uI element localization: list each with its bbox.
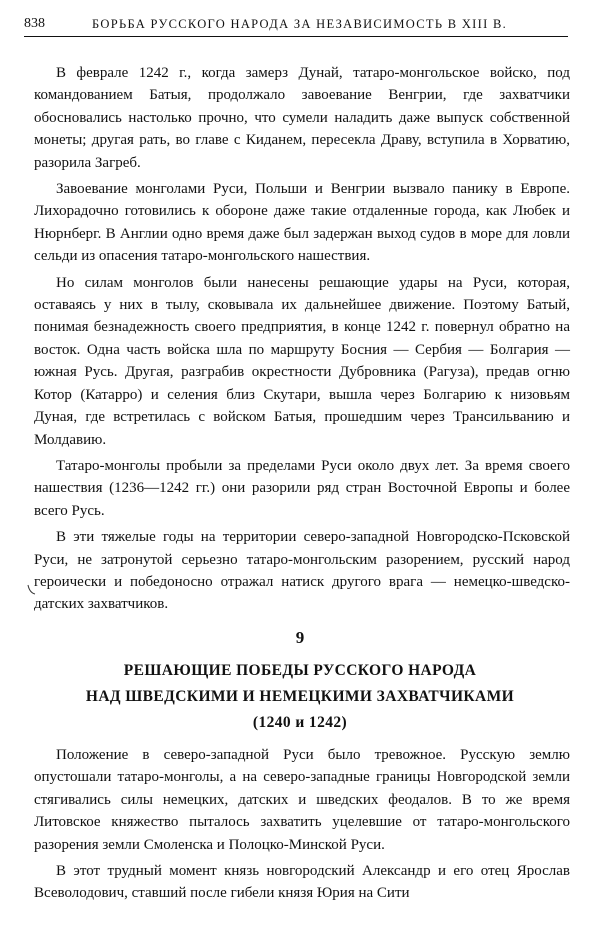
paragraph: Положение в северо-западной Руси было тревожное. Русскую землю опустошали татаро-монголы, а на северо-западные границы Новгородской земли стягивались силы немецких, датских и шведских феодалов. В то же время Литовское княжество пыталось захватить уцелевшие от татаро-монгольского разорения земли Смоленска и Полоцко-Минской Руси. <box>34 747 570 853</box>
paragraph: Но силам монголов были нанесены решающие удары на Руси, которая, оставаясь у них в тылу, сковывала их дальнейшее движение. Поэтому Батый, понимая безнадежность своего предприятия, в конце 1242 г. повернул обратно на восток. Одна часть войска шла по маршруту Босния — Сербия — Болгария — южная Русь. Другая, разграбив окрестности Дубровника (Рагуза), предав огню Котор (Катарро) и селения близ Скутари, вышла через Болгарию к низовьям Дуная, где встретилась с войском Батыя, прошедшим через Трансильванию и Молдавию. <box>34 274 570 448</box>
page-number: 838 <box>24 16 45 31</box>
margin-pencil-mark <box>26 583 36 595</box>
section-title <box>0 658 600 736</box>
paragraph: В эти тяжелые годы на территории северо-западной Новгородско-Псковской Руси, не затронутой серьезно татаро-монгольским разорением, русский народ героически и победоносно отражал натиск другого врага — немецко-шведско-датских захватчиков. <box>34 529 570 613</box>
paragraph: Завоевание монголами Руси, Польши и Венгрии вызвало панику в Европе. Лихорадочно готовились к обороне даже такие отдаленные города, как Любек и Нюрнберг. В Англии одно время даже был задержан выход судов в море для ловли сельди из опасения татаро-монгольского нашествия. <box>34 181 570 265</box>
section-number: 9 <box>295 628 305 647</box>
running-head <box>24 14 568 37</box>
body-text-top <box>34 62 570 620</box>
paragraph: В этот трудный момент князь новгородский Александр и его отец Ярослав Всеволодович, ставший после гибели князя Юрия на Сити <box>34 863 570 902</box>
body-text-bottom <box>34 744 570 909</box>
paragraph: В феврале 1242 г., когда замерз Дунай, татаро-монгольское войско, под командованием Батыя, продолжало завоевание Венгрии, где захватчики обосновались настолько прочно, что сумели наладить даже выпуск собственной монеты; другая рать, во главе с Киданем, пересекла Драву, вступила в Хорватию, разорила Загреб. <box>34 65 570 171</box>
paragraph: Татаро-монголы пробыли за пределами Руси около двух лет. За время своего нашествия (1236—1242 гг.) они разорили ряд стран Восточной Европы и более всего Русь. <box>34 457 570 519</box>
section-title-line: РЕШАЮЩИЕ ПОБЕДЫ РУССКОГО НАРОДА <box>123 662 477 679</box>
section-title-line: НАД ШВЕДСКИМИ И НЕМЕЦКИМИ ЗАХВАТЧИКАМИ <box>85 688 515 705</box>
running-title: БОРЬБА РУССКОГО НАРОДА ЗА НЕЗАВИСИМОСТЬ В XIII В. <box>92 17 508 31</box>
section-title-dates: (1240 и 1242) <box>252 714 348 731</box>
